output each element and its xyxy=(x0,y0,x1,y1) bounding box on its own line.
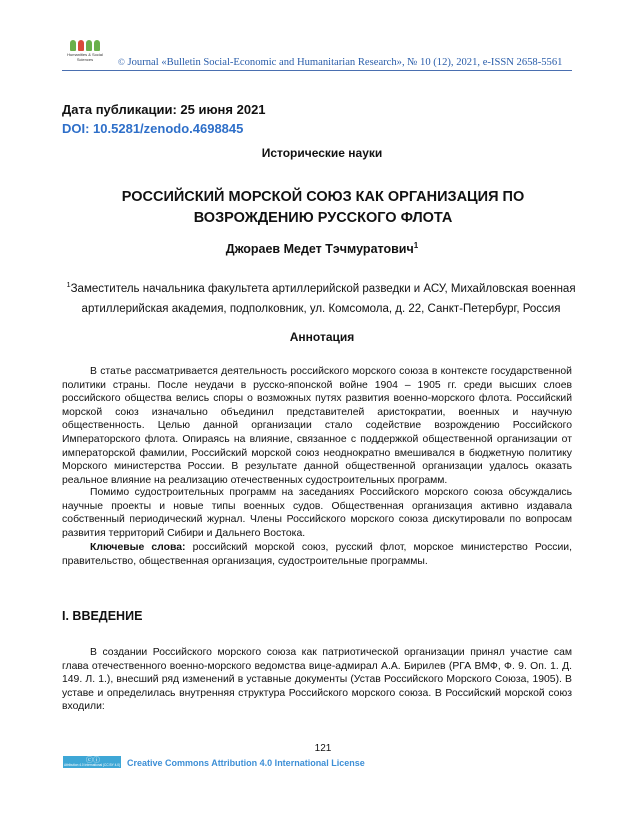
publication-date: Дата публикации: 25 июня 2021 xyxy=(62,102,266,117)
abstract-heading: Аннотация xyxy=(289,330,355,344)
abstract-paragraph-2: Помимо судостроительных программ на заседаниях Российского морского союза обсуждались научные проекты и новые типы военных судов. Общественная организация активно издавала собственный периодический журнал. Члены Российского морского союза дискутировали по вопросам развития территорий Сибири и Дальнего Востока. xyxy=(62,487,572,539)
page-number: 121 xyxy=(314,743,332,754)
journal-header xyxy=(118,57,562,68)
author-affiliation: $^1$Заместитель начальника факультета артиллерийской разведки и АСУ, Михайловская военная артиллерийская академия, подполковник, ул. Комсомола, д. 22, Санкт-Петербург, Россия xyxy=(66,280,576,315)
introduction-paragraph: В создании Российского морского союза как патриотической организации принял участие сам глава отечественного военно-морского ведомства вице-адмирал А.А. Бирилев (РГА ВМФ, Ф. 9. Оп. 1. Д. 149. Л. 1.), внесший ряд изменений в уставные документы (Устав Российского Морского Союза, 1905). В уставе и определилась внутренняя структура Российского морского союза. В Российский морской союз входили: xyxy=(62,647,572,713)
keywords xyxy=(62,541,572,568)
keywords-text: российский морской союз, русский флот, морское министерство России, правительство, общественная организация, судостроительные программы. xyxy=(62,542,572,567)
journal-title: Journal «Bulletin Social-Economic and Humanitarian Research», № 10 (12), 2021, e-ISSN 2658-5561 xyxy=(127,57,563,68)
cc-by-badge-icon[interactable]: ⓒⓘ Attribution 4.0 International (CC BY 4.0) xyxy=(64,757,121,767)
keywords-label: Ключевые слова: xyxy=(90,542,186,553)
introduction-heading: I. ВВЕДЕНИЕ xyxy=(62,609,143,623)
article-title: РОССИЙСКИЙ МОРСКОЙ СОЮЗ КАК ОРГАНИЗАЦИЯ ПО ВОЗРОЖДЕНИЮ РУССКОГО ФЛОТА xyxy=(121,189,525,226)
people-icon xyxy=(63,40,107,51)
header-divider xyxy=(62,70,572,71)
doi-link[interactable]: DOI: 10.5281/zenodo.4698845 xyxy=(62,121,244,136)
journal-logo xyxy=(63,40,107,66)
abstract-paragraph-1: В статье рассматривается деятельность российского морского союза в контексте государственной политики страны. После неудачи в русско-японской войне 1904 – 1905 гг. среди высших слоев российского общества велись споры о возможных путях развития военно-морского флота. Российский морской союз изначально объединил представителей аристократии, военных и научную общественность. Целью данной организации стало содействие возрождению Российского Императорского флота. Опираясь на влияние, связанное с поддержкой общественной организации от императорской фамилии, Российский морской союз неоднократно вмешивался в бюджетную политику Морского министерства России. В результате данной общественной организации удалось оказать реальное влияние на реализацию отечественных судостроительных программ. xyxy=(62,366,572,486)
license-link[interactable]: Creative Commons Attribution 4.0 International License xyxy=(127,758,365,768)
author-name: Джораев Медет Тэчмуратович$^1$ xyxy=(225,241,419,257)
section-label: Исторические науки xyxy=(261,146,383,160)
copyright-symbol: © xyxy=(118,57,125,67)
badge-text: Attribution 4.0 International (CC BY 4.0) xyxy=(64,763,121,767)
logo-text: Humanities & Social Sciences xyxy=(67,52,103,62)
